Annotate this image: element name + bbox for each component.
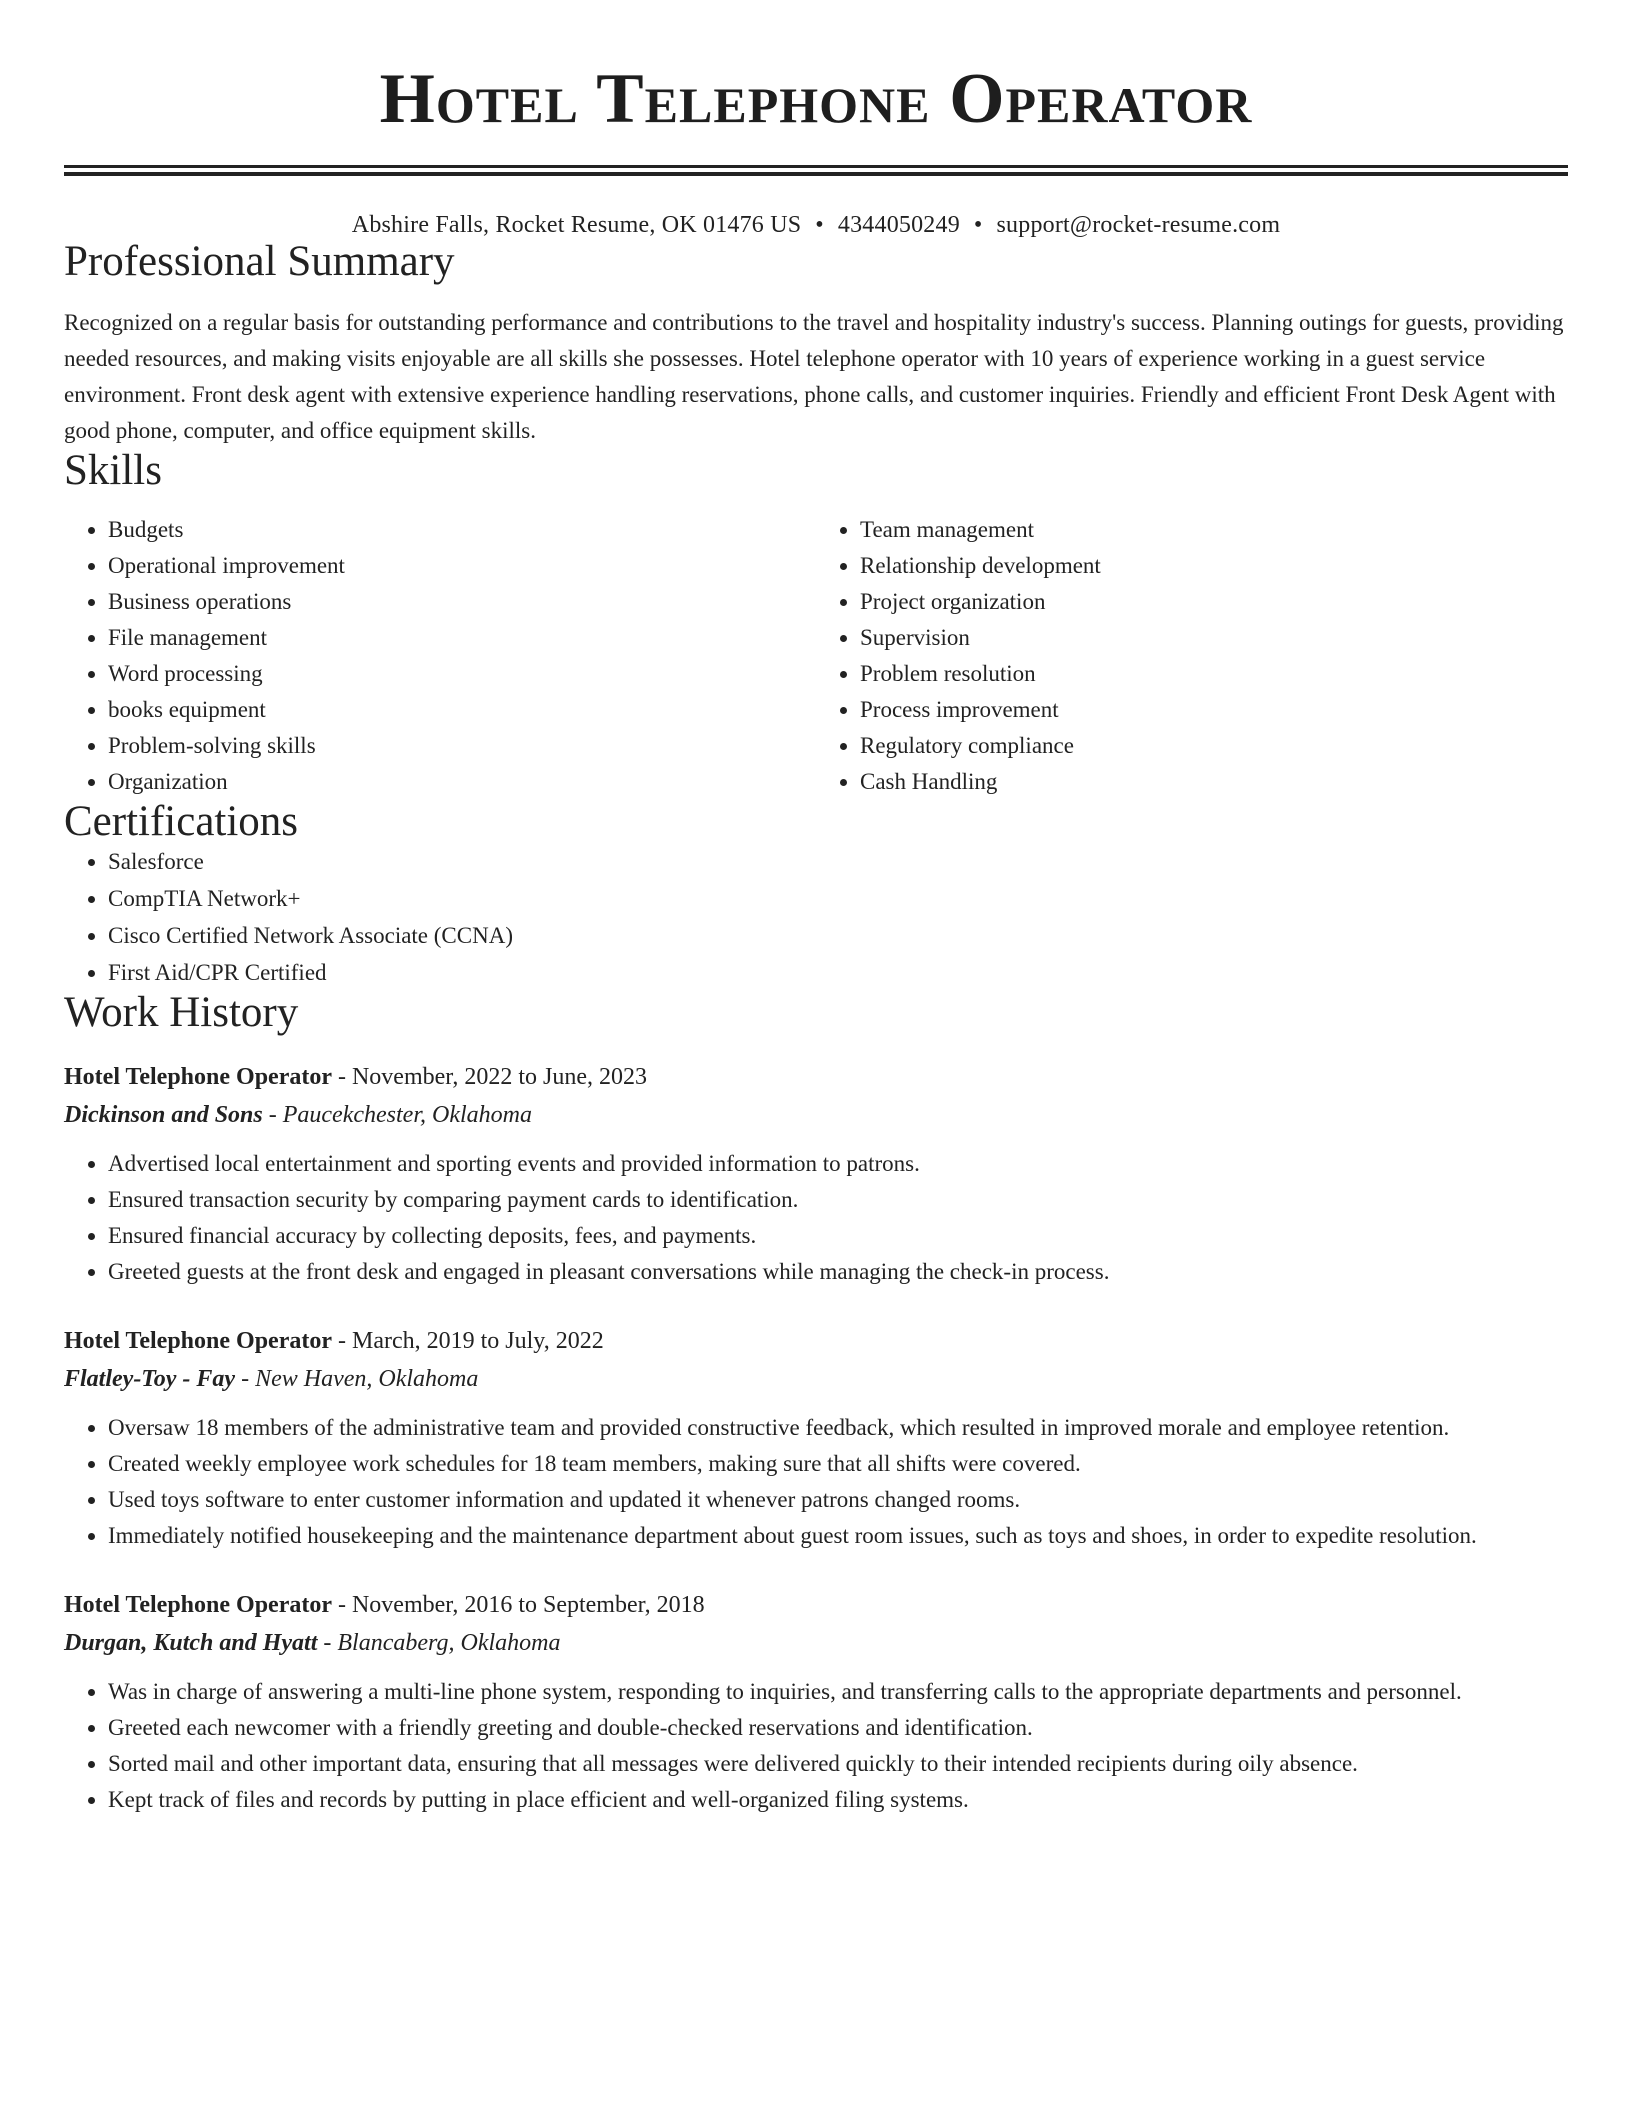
job-bullets [64, 1410, 1568, 1554]
job-bullet: • Ensured financial accuracy by collecting deposits, fees, and payments. [108, 1218, 1568, 1254]
skills-list-left [64, 512, 816, 800]
job-location: - Blancaberg, Oklahoma [317, 1630, 561, 1656]
job-bullet: • Oversaw 18 members of the administrative team and provided constructive feedback, which resulted in improved morale and employee retention. [108, 1410, 1568, 1446]
job-dates: - November, 2022 to June, 2023 [331, 1064, 647, 1090]
job-location: - Paucekchester, Oklahoma [262, 1102, 532, 1128]
job-company-line [64, 1624, 1568, 1662]
job-entry [64, 1322, 1568, 1554]
job-title-line [64, 1586, 1568, 1624]
certification-item: • CompTIA Network+ [108, 880, 1568, 917]
skill-item: • Cash Handling [860, 764, 1568, 800]
skill-item: • Supervision [860, 620, 1568, 656]
job-bullet: • Greeted guests at the front desk and engaged in pleasant conversations while managing the check-in process. [108, 1254, 1568, 1290]
job-bullet: • Used toys software to enter customer information and updated it whenever patrons changed rooms. [108, 1482, 1568, 1518]
job-bullet: • Created weekly employee work schedules for 18 team members, making sure that all shifts were covered. [108, 1446, 1568, 1482]
skills-columns [64, 512, 1568, 800]
skills-heading: Skills [64, 447, 162, 494]
job-entry [64, 1586, 1568, 1818]
skill-item: • Word processing [108, 656, 816, 692]
job-company: Flatley-Toy - Fay [64, 1366, 236, 1392]
job-bullet: • Immediately notified housekeeping and the maintenance department about guest room issues, such as toys and shoes, in order to expedite resolution. [108, 1518, 1568, 1554]
summary-heading: Professional Summary [64, 238, 455, 285]
job-bullet: • Ensured transaction security by comparing payment cards to identification. [108, 1182, 1568, 1218]
contact-phone: 4344050249 [837, 212, 960, 238]
job-role: Hotel Telephone Operator [64, 1064, 332, 1090]
work-history-heading: Work History [64, 989, 299, 1036]
header-rule [64, 165, 1568, 176]
job-role: Hotel Telephone Operator [64, 1592, 332, 1618]
job-bullet: • Kept track of files and records by putting in place efficient and well-organized filing systems. [108, 1782, 1568, 1818]
skill-item: • Relationship development [860, 548, 1568, 584]
job-company-line [64, 1360, 1568, 1398]
job-company: Dickinson and Sons [64, 1102, 263, 1128]
job-company-line [64, 1096, 1568, 1134]
job-title-line [64, 1058, 1568, 1096]
certifications-list [64, 843, 1568, 991]
contact-email: support@rocket-resume.com [996, 212, 1281, 238]
certification-item: • First Aid/CPR Certified [108, 954, 1568, 991]
skill-item: • Organization [108, 764, 816, 800]
skill-item: • Business operations [108, 584, 816, 620]
skill-item: • books equipment [108, 692, 816, 728]
job-title-line [64, 1322, 1568, 1360]
job-company: Durgan, Kutch and Hyatt [64, 1630, 318, 1656]
certification-item: • Cisco Certified Network Associate (CCNA) [108, 917, 1568, 954]
skill-item: • Budgets [108, 512, 816, 548]
contact-line [64, 210, 1568, 240]
job-bullet: • Was in charge of answering a multi-line phone system, responding to inquiries, and transferring calls to the appropriate departments and personnel. [108, 1674, 1568, 1710]
skill-item: • File management [108, 620, 816, 656]
skill-item: • Operational improvement [108, 548, 816, 584]
certifications-heading: Certifications [64, 798, 299, 845]
resume-name: Hotel Telephone Operator [379, 60, 1253, 138]
skill-item: • Problem-solving skills [108, 728, 816, 764]
contact-address: Abshire Falls, Rocket Resume, OK 01476 US [351, 212, 802, 238]
job-bullet: • Advertised local entertainment and sporting events and provided information to patrons. [108, 1146, 1568, 1182]
job-entry [64, 1058, 1568, 1290]
skill-item: • Team management [860, 512, 1568, 548]
job-dates: - March, 2019 to July, 2022 [331, 1328, 604, 1354]
skill-item: • Problem resolution [860, 656, 1568, 692]
job-bullet: • Sorted mail and other important data, ensuring that all messages were delivered quickly to their intended recipients during oily absence. [108, 1746, 1568, 1782]
skill-item: • Process improvement [860, 692, 1568, 728]
contact-separator: • [815, 212, 824, 238]
job-bullets [64, 1674, 1568, 1818]
contact-separator: • [973, 212, 983, 238]
certification-item: • Salesforce [108, 843, 1568, 880]
job-dates: - November, 2016 to September, 2018 [331, 1592, 705, 1618]
skill-item: • Regulatory compliance [860, 728, 1568, 764]
skills-list-right [816, 512, 1568, 800]
summary-text: Recognized on a regular basis for outstanding performance and contributions to the travel and hospitality industry's success. Planning outings for guests, providing needed resources, and making visits enjoyable are all skills she possesses. Hotel telephone operator with 10 years of experience working in a guest service environment. Front desk agent with extensive experience handling reservations, phone calls, and customer inquiries. Friendly and efficient Front Desk Agent with good phone, computer, and office equipment skills. [64, 310, 1564, 443]
job-bullets [64, 1146, 1568, 1290]
job-location: - New Haven, Oklahoma [235, 1366, 479, 1392]
job-bullet: • Greeted each newcomer with a friendly greeting and double-checked reservations and identification. [108, 1710, 1568, 1746]
skill-item: • Project organization [860, 584, 1568, 620]
job-role: Hotel Telephone Operator [64, 1328, 332, 1354]
